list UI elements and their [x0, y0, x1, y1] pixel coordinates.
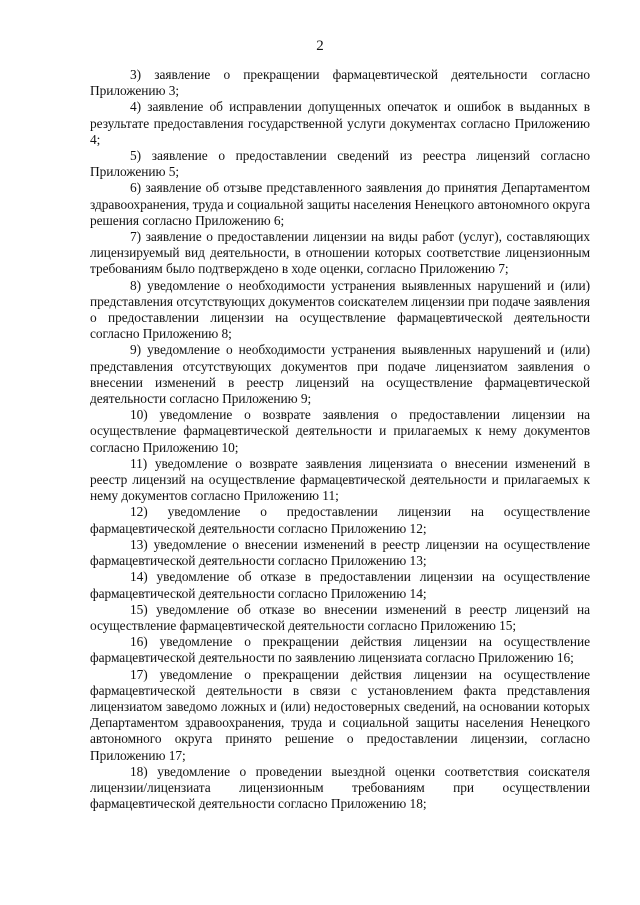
list-item-11: 11) уведомление о возврате заявления лицензиата о внесении изменений в реестр лицензий на осуществление фармацевтической деятельности и прилагаемых к нему документов согласно Приложению 11;: [90, 455, 590, 504]
page-number: 2: [316, 38, 324, 54]
list-item-15: 15) уведомление об отказе во внесении изменений в реестр лицензий на осуществление фармацевтической деятельности согласно Приложению 15;: [90, 601, 590, 633]
list-item-13: 13) уведомление о внесении изменений в реестр лицензии на осуществление фармацевтической деятельности согласно Приложению 13;: [90, 536, 590, 569]
list-item-5: 5) заявление о предоставлении сведений из реестра лицензий согласно Приложению 5;: [90, 148, 590, 180]
list-item-10: 10) уведомление о возврате заявления о предоставлении лицензии на осуществление фармацевтической деятельности и прилагаемых к нему документов согласно Приложению 10;: [90, 407, 590, 455]
list-item-9: 9) уведомление о необходимости устранения выявленных нарушений и (или) представления отсутствующих документов при подаче лицензиатом заявления о внесении изменений в реестр лицензий на осуществление фармацевтической деятельности согласно Приложению 9;: [90, 342, 590, 407]
list-item-4: 4) заявление об исправлении допущенных опечаток и ошибок в выданных в результате предоставления государственной услуги документах согласно Приложению 4;: [90, 99, 590, 147]
list-item-17: 17) уведомление о прекращении действия лицензии на осуществление фармацевтической деятельности в связи с установлением факта представления лицензиатом заведомо ложных и (или) недостоверных сведений, на основании которых Департаментом здравоохранения, труда и социальной защиты населения Ненецкого автономного округа принято решение о предоставлении лицензии, согласно Приложению 17;: [90, 666, 590, 763]
document-body: [90, 67, 590, 812]
list-item-16: 16) уведомление о прекращении действия лицензии на осуществление фармацевтической деятельности по заявлению лицензиата согласно Приложению 16;: [90, 634, 590, 666]
list-item-7: 7) заявление о предоставлении лицензии на виды работ (услуг), составляющих лицензируемый вид деятельности, в отношении которых соответствие лицензионным требованиям было подтверждено в ходе оценки, согласно Приложению 7;: [90, 229, 590, 277]
list-item-14: 14) уведомление об отказе в предоставлении лицензии на осуществление фармацевтической деятельности согласно Приложению 14;: [90, 569, 590, 601]
list-item-6: 6) заявление об отзыве представленного заявления до принятия Департаментом здравоохранения, труда и социальной защиты населения Ненецкого автономного округа решения согласно Приложению 6;: [90, 180, 591, 228]
list-item-12: 12) уведомление о предоставлении лицензии на осуществление фармацевтической деятельности согласно Приложению 12;: [90, 504, 590, 536]
list-item-3: 3) заявление о прекращении фармацевтической деятельности согласно Приложению 3;: [90, 67, 590, 99]
list-item-8: 8) уведомление о необходимости устранения выявленных нарушений и (или) представления отсутствующих документов соискателем лицензии при подаче заявления о предоставлении лицензии на осуществление фармацевтической деятельности согласно Приложению 8;: [90, 277, 590, 342]
list-item-18: 18) уведомление о проведении выездной оценки соответствия соискателя лицензии/лицензиата лицензионным требованиям при осуществлении фармацевтической деятельности согласно Приложению 18;: [90, 763, 590, 812]
